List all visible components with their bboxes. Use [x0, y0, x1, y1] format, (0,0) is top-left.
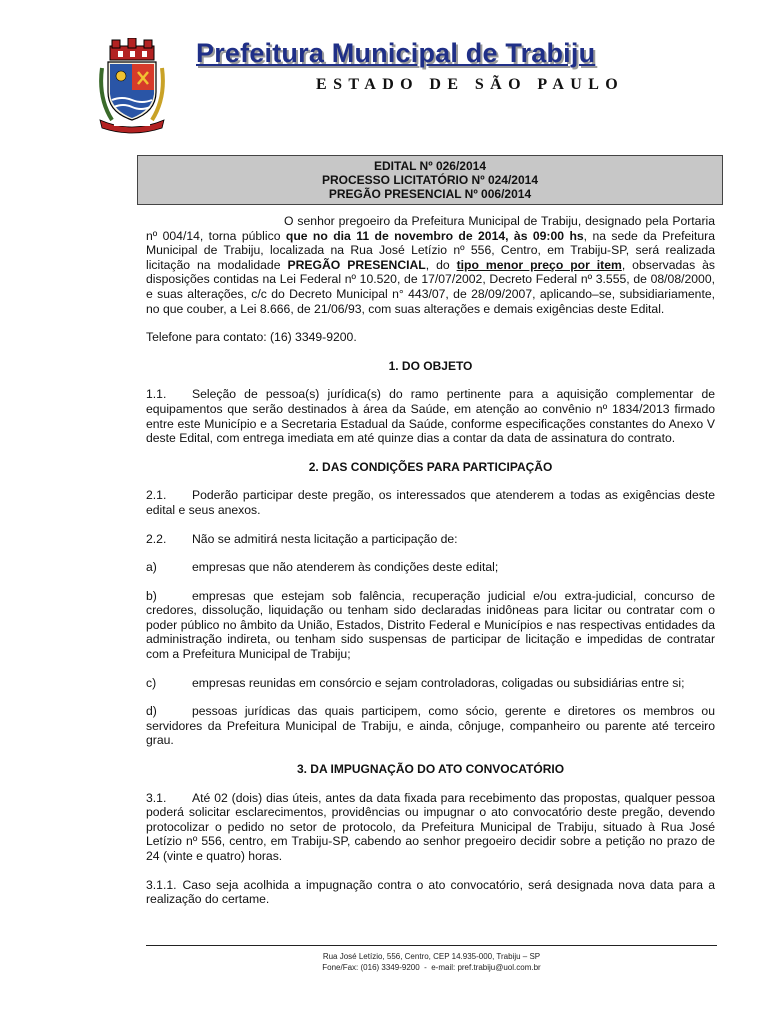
- clause-number: 1.1.: [146, 387, 167, 402]
- clause-2-2: [146, 532, 715, 547]
- org-name: Prefeitura Municipal de Trabiju: [196, 38, 596, 68]
- clause-text: Não se admitirá nesta licitação a participação de:: [192, 531, 458, 546]
- edital-title-box: [137, 155, 723, 205]
- clause-3-1-1: [146, 878, 715, 907]
- clause-text: Poderão participar deste pregão, os interessados que atenderem a todas as exigências deste edital e seus anexos.: [146, 488, 715, 517]
- edital-number: EDITAL Nº 026/2014: [374, 159, 486, 173]
- clause-3-1: [146, 791, 715, 864]
- intro-paragraph: [146, 214, 715, 316]
- list-item-label: a): [146, 560, 157, 575]
- footer-address: Rua José Letízio, 556, Centro, CEP 14.935-000, Trabiju – SP: [322, 952, 541, 961]
- list-item: [146, 560, 715, 575]
- intro-date: que no dia 11 de novembro de 2014, às 09:00 hs: [285, 228, 584, 243]
- exclusion-list: [146, 560, 715, 748]
- list-item: [146, 589, 715, 662]
- footer-divider: [146, 945, 717, 946]
- clause-text: Caso seja acolhida a impugnação contra o ato convocatório, será designada nova data para a realização do certame.: [146, 877, 715, 907]
- clause-number: 2.1.: [146, 488, 167, 503]
- list-item-text: empresas reunidas em consórcio e sejam controladoras, coligadas ou subsidiárias entre si;: [192, 675, 685, 690]
- clause-number: 3.1.1.: [146, 877, 177, 892]
- section-2-title: 2. DAS CONDIÇÕES PARA PARTICIPAÇÃO: [308, 459, 553, 474]
- clause-text: Seleção de pessoa(s) jurídica(s) do ramo pertinente para a aquisição complementar de equipamentos que serão destinados à área da Saúde, em atenção ao convênio nº 1834/2013 firmado entre este Município e a Secretaria Estadual da Saúde, conforme especificações constantes do Anexo V deste Edital, com entrega imediata em até quinze dias a contar da data de assinatura do contrato.: [146, 387, 715, 446]
- list-item-label: b): [146, 588, 157, 603]
- intro-text-2: , na sede da Prefeitura Municipal de Trabiju, localizada na Rua José Letízio nº 556, Centro, em Trabiju-SP, será realizada licitação na modalidade: [146, 228, 716, 272]
- list-item-text: empresas que estejam sob falência, recuperação judicial e/ou extra-judicial, concurso de credores, dissolução, liquidação ou tenham sido declaradas inidôneas para licitar ou contratar com o poder público no âmbito da União, Estados, Distrito Federal e Municípios e nas respectivas entidades da administração indireta, ou tenham sido suspensas de participar de licitação e impedidas de contratar com a Prefeitura Municipal de Trabiju;: [146, 588, 715, 662]
- intro-modality: PREGÃO PRESENCIAL: [287, 257, 426, 272]
- coat-of-arms-icon: [96, 38, 168, 134]
- list-item-text: empresas que não atenderem às condições deste edital;: [192, 560, 499, 575]
- clause-number: 3.1.: [146, 790, 167, 805]
- process-number: PROCESSO LICITATÓRIO Nº 024/2014: [322, 173, 538, 187]
- clause-1-1: [146, 387, 715, 445]
- intro-text-1: O senhor pregoeiro da Prefeitura Municipal de Trabiju, designado pela Portaria nº 004/14, torna público: [146, 214, 715, 243]
- section-1-title: 1. DO OBJETO: [388, 358, 473, 373]
- clause-text: Até 02 (dois) dias úteis, antes da data fixada para recebimento das propostas, qualquer pessoa poderá solicitar esclarecimentos, providências ou impugnar o ato convocatório deste pregão, devendo protocolizar o pedido no setor de protocolo, da Prefeitura Municipal de Trabiju, situado à Rua José Letízio nº 556, centro, em Trabiju-SP, cabendo ao senhor pregoeiro decidir sobre a petição no prazo de 24 (vinte e quatro) horas.: [146, 790, 715, 863]
- intro-text-4: , observadas às disposições contidas na Lei Federal nº 10.520, de 17/07/2002, Decreto Federal nº 3.555, de 08/08/2000, e suas alterações, c/c do Decreto Municipal n° 443/07, de 28/09/2007, aplicando–se, subsidiariamente, no que couber, a Lei 8.666, de 21/06/93, com suas alterações e demais exigências deste Edital.: [146, 257, 715, 316]
- footer-contact: Fone/Fax: (016) 3349-9200 - e-mail: pref.trabiju@uol.com.br: [322, 963, 541, 972]
- clause-number: 2.2.: [146, 531, 167, 546]
- section-3-title: 3. DA IMPUGNAÇÃO DO ATO CONVOCATÓRIO: [296, 762, 565, 777]
- document-body: [146, 214, 715, 921]
- list-item: [146, 704, 715, 748]
- org-state: ESTADO DE SÃO PAULO: [316, 76, 625, 93]
- list-item-text: pessoas jurídicas das quais participem, como sócio, gerente e diretores os membros ou servidores da Prefeitura Municipal de Trabiju, e ainda, cônjuge, companheiro ou parente até terceiro grau.: [146, 704, 715, 748]
- footer: [146, 951, 717, 973]
- list-item-label: c): [146, 675, 157, 690]
- clause-2-1: [146, 488, 715, 517]
- intro-text-3: , do: [425, 257, 457, 272]
- pregao-number: PREGÃO PRESENCIAL Nº 006/2014: [328, 187, 532, 201]
- intro-type: tipo menor preço por item: [456, 257, 622, 272]
- list-item: [146, 676, 715, 691]
- contact-phone: Telefone para contato: (16) 3349-9200.: [146, 330, 357, 345]
- list-item-label: d): [146, 704, 157, 719]
